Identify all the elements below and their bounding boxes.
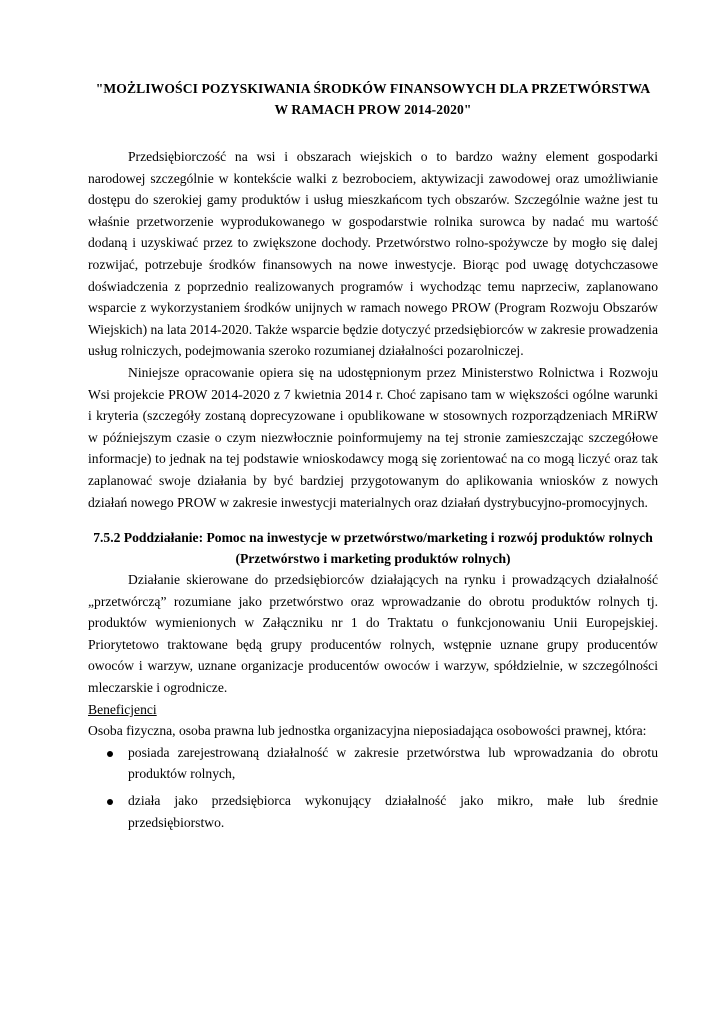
beneficiaries-label: Beneficjenci <box>88 701 157 717</box>
intro-paragraph-1: Przedsiębiorczość na wsi i obszarach wiejskich o to bardzo ważny element gospodarki narodowej szczególnie w kontekście walki z bezrobociem, aktywizacji zawodowej oraz umożliwianie dostępu do szerokiej gamy produktów i usług mieszkańcom tych obszarów. Szczególnie ważne jest tu właśnie przetworzenie wyprodukowanego w gospodarstwie rolnika surowca by nadać mu wartość dodaną i uzyskiwać przez to zwiększone dochody. Przetwórstwo rolno-spożywcze by mogło się dalej rozwijać, potrzebuje środków finansowych na nowe inwestycje. Biorąc pod uwagę dotychczasowe doświadczenia z poprzednio realizowanych programów i wychodząc temu naprzeciw, zaplanowano wsparcie z wykorzystaniem środków unijnych w ramach nowego PROW (Program Rozwoju Obszarów Wiejskich) na lata 2014-2020. Także wsparcie będzie dotyczyć przedsiębiorców w zakresie prowadzenia usług rolniczych, podejmowania szeroko rozumianej działalności pozarolniczej. <box>88 149 658 359</box>
list-item <box>88 790 658 833</box>
beneficiaries-list <box>88 742 658 833</box>
list-item-text: posiada zarejestrowaną działalność w zakresie przetwórstwa lub wprowadzania do obrotu produktów rolnych, <box>128 744 658 782</box>
section-heading-line-1: 7.5.2 Poddziałanie: Pomoc na inwestycje w przetwórstwo/marketing i rozwój produktów rolnych <box>93 530 653 546</box>
section-heading-line-2: (Przetwórstwo i marketing produktów rolnych) <box>235 551 511 567</box>
bullet-icon <box>107 751 113 757</box>
list-item <box>88 742 658 785</box>
bullet-icon <box>107 799 113 805</box>
section-heading <box>88 527 658 569</box>
list-item-text: działa jako przedsiębiorca wykonujący działalność jako mikro, małe lub średnie przedsiębiorstwo. <box>128 793 658 830</box>
document-title: "MOŻLIWOŚCI POZYSKIWANIA ŚRODKÓW FINANSOWYCH DLA PRZETWÓRSTWA W RAMACH PROW 2014-2020" <box>95 81 651 117</box>
document-page <box>88 78 658 838</box>
section-paragraph: Działanie skierowane do przedsiębiorców działających na rynku i prowadzących działalność „przetwórczą” rozumiane jako przetwórstwo oraz wprowadzanie do obrotu produktów rolnych tj. produktów wymienionych w Załączniku nr 1 do Traktatu o funkcjonowaniu Unii Europejskiej. Priorytetowo traktowane będą grupy producentów rolnych, wstępnie uznane grupy producentów owoców i warzyw, uznane organizacje producentów owoców i warzyw, spółdzielnie, w szczególności mleczarskie i ogrodnicze. <box>88 572 658 696</box>
intro-paragraph-2: Niniejsze opracowanie opiera się na udostępnionym przez Ministerstwo Rolnictwa i Rozwoju Wsi projekcie PROW 2014-2020 z 7 kwietnia 2014 r. Choć zapisano tam w większości ogólne warunki i kryteria (szczegóły zostaną doprecyzowane i opublikowane w stosownych rozporządzeniach MRiRW w późniejszym czasie o czym niezwłocznie poinformujemy na tej stronie zamieszczając szczegółowe informacje) to jednak na tej podstawie wnioskodawcy mogą się zorientować na co mogą liczyć oraz tak zaplanować swoje działania by być bardziej przygotowanym do aplikowania wniosków z nowych działań nowego PROW w zakresie inwestycji materialnych oraz działań dystrybucyjno-promocyjnych. <box>88 364 658 510</box>
beneficiaries-intro: Osoba fizyczna, osoba prawna lub jednostka organizacyjna nieposiadająca osobowości prawnej, która: <box>88 723 647 739</box>
